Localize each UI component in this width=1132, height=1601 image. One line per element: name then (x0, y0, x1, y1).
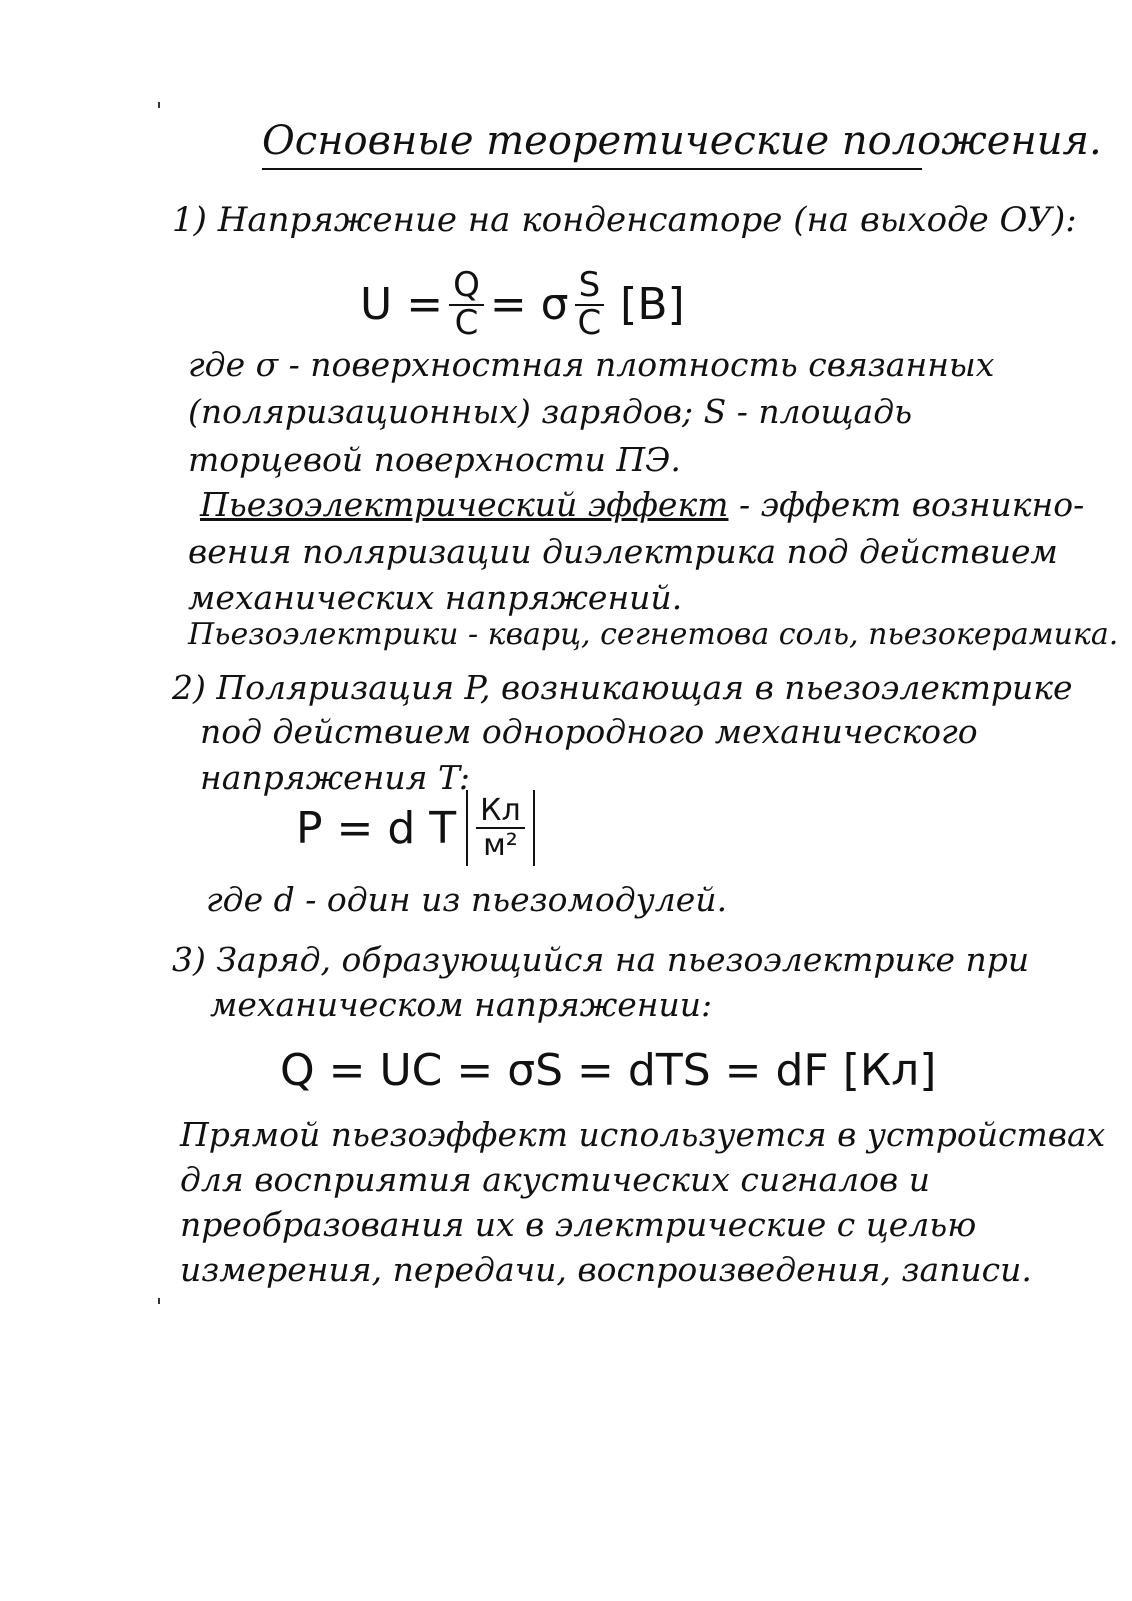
section-2-heading: 2) Поляризация P, возникающая в пьезоэлектрике (172, 668, 1073, 707)
formula-charge: Q = UC = σS = dTS = dF [Кл] (280, 1045, 937, 1096)
scan-mark (158, 102, 160, 108)
text-line: (поляризационных) зарядов; S - площадь (188, 392, 913, 431)
term-piezoelectric-effect: Пьезоэлектрический эффект (200, 485, 729, 524)
formula-voltage-unit: [B] (620, 279, 685, 331)
formula-voltage-lhs: U = (360, 279, 444, 331)
text-line: где d - один из пьезомодулей. (206, 880, 728, 919)
text-line: механических напряжений. (188, 578, 683, 617)
title-underline (262, 168, 922, 170)
text-line: напряжения T: (200, 758, 470, 797)
definition-line (200, 485, 1084, 524)
fraction-denominator: C (577, 302, 602, 343)
unit-denominator: м² (483, 828, 518, 863)
unit-coulomb-per-m2 (466, 790, 534, 866)
text-line: вения поляризации диэлектрика под действием (188, 532, 1058, 571)
fraction-numerator: S (575, 268, 605, 306)
text-line: где σ - поверхностная плотность связанных (188, 345, 995, 384)
section-3-heading: 3) Заряд, образующийся на пьезоэлектрике при (172, 940, 1030, 979)
text-line: измерения, передачи, воспроизведения, записи. (180, 1250, 1032, 1289)
page-title: Основные теоретические положения. (262, 118, 1102, 164)
scan-mark (158, 1298, 160, 1304)
unit-numerator: Кл (476, 794, 524, 829)
formula-polarization-lhs: P = d T (296, 802, 457, 854)
text-line: торцевой поверхности ПЭ. (188, 440, 681, 479)
fraction-numerator: Q (449, 268, 484, 306)
text-line: Пьезоэлектрики - кварц, сегнетова соль, пьезокерамика. (188, 617, 1119, 652)
text-line: под действием однородного механического (200, 712, 978, 751)
text-line: механическом напряжении: (210, 985, 713, 1024)
formula-polarization (296, 790, 535, 866)
text-line: Прямой пьезоэффект используется в устройствах (180, 1115, 1106, 1154)
definition-text: - эффект возникно- (728, 485, 1085, 524)
fraction-s-over-c (575, 265, 605, 343)
text-line: для восприятия акустических сигналов и (180, 1160, 930, 1199)
section-1-heading: 1) Напряжение на конденсаторе (на выходе ОУ): (172, 200, 1077, 240)
fraction-q-over-c (449, 265, 484, 343)
text-line: преобразования их в электрические с целью (180, 1205, 977, 1244)
formula-voltage-mid: = σ (489, 279, 569, 331)
fraction-denominator: C (454, 302, 479, 343)
formula-voltage (360, 265, 685, 343)
